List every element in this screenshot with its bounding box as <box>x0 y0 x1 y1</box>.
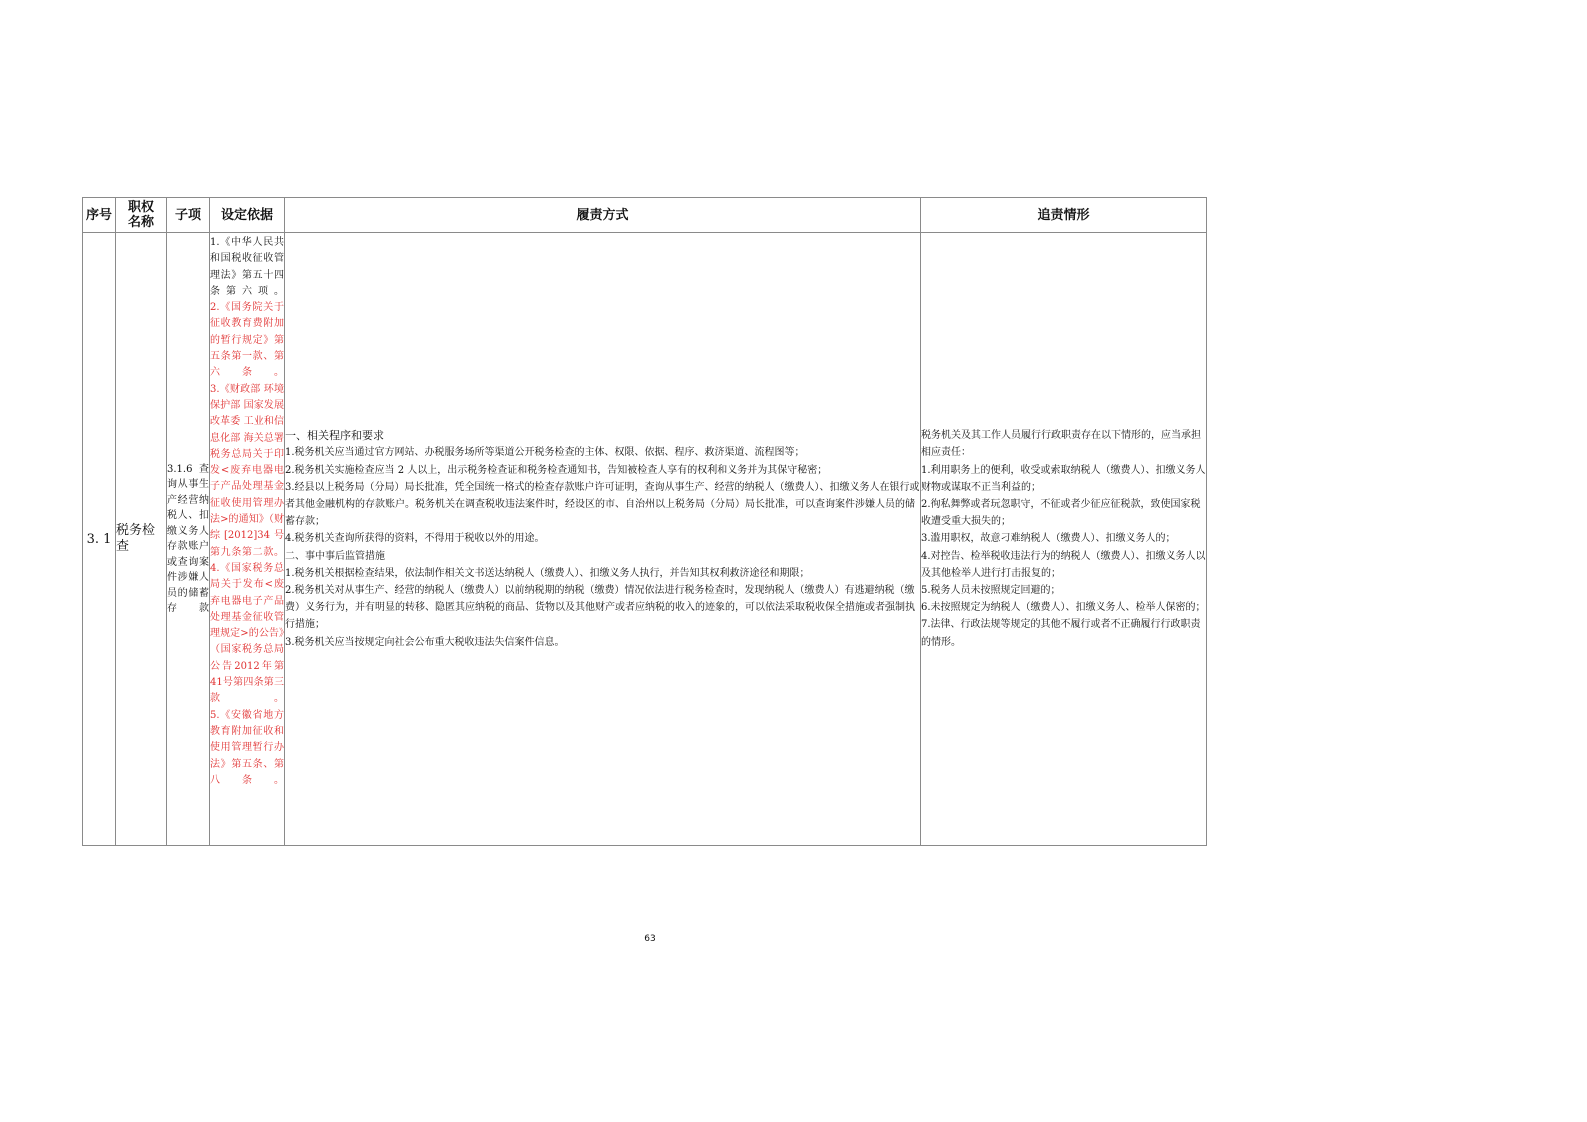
perform-line: 一、相关程序和要求 <box>285 429 384 443</box>
table-row <box>83 233 1207 846</box>
header-sub: 子项 <box>167 198 210 233</box>
perform-line: 3.税务机关应当按规定向社会公布重大税收违法失信案件信息。 <box>285 636 565 648</box>
perform-line: 1.税务机关根据检查结果，依法制作相关文书送达纳税人（缴费人）、扣缴义务人执行，并告知其权利救济途径和期限； <box>285 567 810 579</box>
row-basis <box>210 233 285 846</box>
basis-item: 4.《国家税务总局关于发布<废弃电器电子产品处理基金征收管理规定>的公告》（国家税务总局公告2012年第41号第四条第三款。 <box>210 562 284 705</box>
account-line: 3.滥用职权，故意刁难纳税人（缴费人）、扣缴义务人的； <box>921 533 1176 545</box>
header-account: 追责情形 <box>921 198 1207 233</box>
basis-item: 3.《财政部 环境保护部 国家发展改革委 工业和信息化部 海关总署 税务总局关于印发<废弃电器电子产品处理基金征收使用管理办法>的通知》（财综[2012]34号第九条第二款。 <box>210 383 284 558</box>
row-seq: 3. 1 <box>83 233 116 846</box>
perform-line: 4.税务机关查询所获得的资料，不得用于税收以外的用途。 <box>285 533 545 545</box>
perform-line: 2.税务机关对从事生产、经营的纳税人（缴费人）以前纳税期的纳税（缴费）情况依法进行税务检查时，发现纳税人（缴费人）有逃避纳税（缴费）义务行为，并有明显的转移、隐匿其应纳税的商品、货物以及其他财产或者应纳税的收入的迹象的，可以依法采取税收保全措施或者强制执行措施； <box>285 585 915 631</box>
header-perform: 履责方式 <box>285 198 921 233</box>
basis-item: 5.《安徽省地方教育附加征收和使用管理暂行办法》第五条、第八条。 <box>210 709 284 786</box>
responsibility-table <box>82 197 1207 846</box>
basis-item: 1.《中华人民共和国税收征收管理法》第五十四条第六项。 <box>210 237 284 297</box>
basis-item: 2.《国务院关于征收教育费附加的暂行规定》第五条第一款、第六条。 <box>210 302 284 379</box>
page-number: 63 <box>644 934 656 944</box>
header-name: 职权名称 <box>116 198 167 233</box>
row-sub: 3.1.6 查询从事生产经营纳税人、扣缴义务人存款账户或查询案件涉嫌人员的储蓄存款 <box>167 233 210 846</box>
row-perform <box>285 233 921 846</box>
perform-line: 3.经县以上税务局（分局）局长批准，凭全国统一格式的检查存款账户许可证明，查询从事生产、经营的纳税人（缴费人）、扣缴义务人在银行或者其他金融机构的存款账户。税务机关在调查税收违法案件时，经设区的市、自治州以上税务局（分局）局长批准，可以查询案件涉嫌人员的储蓄存款； <box>285 481 920 528</box>
row-account <box>921 233 1207 846</box>
account-line: 6.未按照规定为纳税人（缴费人）、扣缴义务人、检举人保密的； <box>921 602 1206 614</box>
header-seq: 序号 <box>83 198 116 233</box>
perform-line: 2.税务机关实施检查应当 2 人以上，出示税务检查证和税务检查通知书，告知被检查人享有的权利和义务并为其保守秘密； <box>285 464 828 476</box>
perform-line: 1.税务机关应当通过官方网站、办税服务场所等渠道公开税务检查的主体、权限、依据、程序、救济渠道、流程图等； <box>285 447 805 459</box>
header-row <box>83 198 1207 233</box>
account-line: 税务机关及其工作人员履行行政职责存在以下情形的，应当承担相应责任： <box>921 430 1201 459</box>
row-name: 税务检查 <box>116 233 167 846</box>
account-line: 5.税务人员未按照规定回避的； <box>921 585 1061 596</box>
account-line: 2.徇私舞弊或者玩忽职守，不征或者少征应征税款，致使国家税收遭受重大损失的； <box>921 498 1201 528</box>
header-basis: 设定依据 <box>210 198 285 233</box>
account-line: 1.利用职务上的便利，收受或索取纳税人（缴费人）、扣缴义务人财物或谋取不正当利益的； <box>921 464 1206 493</box>
account-line: 7.法律、行政法规等规定的其他不履行或者不正确履行行政职责的情形。 <box>921 619 1201 648</box>
perform-line: 二、事中事后监管措施 <box>285 550 385 562</box>
account-line: 4.对控告、检举税收违法行为的纳税人（缴费人）、扣缴义务人以及其他检举人进行打击报复的； <box>921 550 1206 579</box>
